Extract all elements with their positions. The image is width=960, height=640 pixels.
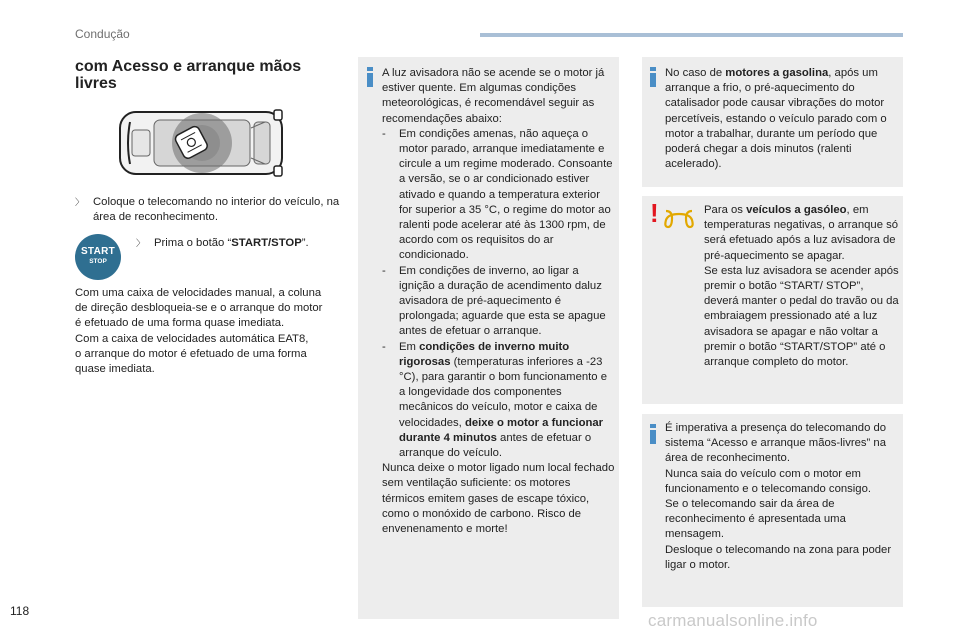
bullet-marker-icon: 〉	[136, 238, 146, 248]
bullet-marker-icon: 〉	[75, 197, 85, 207]
instruction-bullet-2: 〉 Prima o botão “START/STOP”.	[136, 237, 309, 249]
warning-box-diesel-text: Para os veículos a gasóleo, em temperaturas negativas, o arranque só será efetuado após a luz avisadora de pré-aquecimento se apagar. Se esta luz avisadora se acender após premir o botão “START/ STOP”, deverá manter o pedal do travão ou da embraiagem pressionado até a luz avisadora se apagar e não voltar a premir o botão “START/STOP” até o arranque completo do motor.	[704, 204, 899, 369]
header-rule	[480, 33, 903, 37]
glow-plug-preheating-icon	[664, 208, 694, 230]
info-box-petrol-text: No caso de motores a gasolina, após um arranque a frio, o pré-aquecimento do catalisador pode causar vibrações do motor percetíveis, estando o veículo parado com o motor a trabalhar, durante um período que poderá chegar a dois minutos (ralenti acelerado).	[665, 67, 887, 171]
list-item: - Em condições de inverno, ao ligar a ignição a duração de acendimento daluz avisadora de pré-aquecimento é prolongada; aguarde que esta se apague antes de efetuar o arranque.	[382, 264, 616, 340]
info-icon	[367, 67, 373, 87]
list-item: - Em condições de inverno muito rigorosas (temperaturas inferiores a -23 °C), para garantir o bom funcionamento e a longevidade dos componentes mecânicos do veículo, motor e caixa de velocidades, deixe o motor a funcionar durante 4 minutos antes de efetuar o arranque do veículo.	[382, 340, 616, 462]
header-section-label: Condução	[75, 27, 130, 41]
car-top-view-illustration	[118, 108, 290, 178]
page-number: 118	[10, 604, 30, 618]
warning-exclamation-icon: !	[650, 198, 659, 228]
info-icon	[650, 67, 656, 87]
manual-auto-gearbox-paragraph: Com uma caixa de velocidades manual, a coluna de direção desbloqueia-se e o arranque do motor é efetuado de uma forma quase imediata. Com a caixa de velocidades automática EAT8, o arranque do motor é efetuado de uma forma quase imediata.	[75, 287, 323, 376]
list-item: - Em condições amenas, não aqueça o motor parado, arranque imediatamente e circule a um regime moderado. Consoante a versão, se o ar condicionado estiver ativado e quando a temperatura exterior for superior a 35 °C, o regime do motor ao ralenti pode acelerar até às 1300 rpm, de acordo com os requisitos do ar condicionado.	[382, 127, 616, 264]
info-box-remote-text: É imperativa a presença do telecomando do sistema “Acesso e arranque mãos-livres” na área de reconhecimento. Nunca saia do veículo com o motor em funcionamento e o telecomando consigo. Se o telecomando sair da área de reconhecimento é apresentada uma mensagem. Desloque o telecomando na zona para poder ligar o motor.	[665, 422, 892, 571]
section-title: com Acesso e arranque mãos livres	[75, 58, 302, 92]
instruction-bullet-1: 〉 Coloque o telecomando no interior do veículo, na área de reconhecimento.	[75, 196, 340, 223]
info-box-preheating-text: A luz avisadora não se acende se o motor já estiver quente. Em algumas condições meteorológicas, é recomendável seguir as recomendações abaixo: - Em condições amenas, não aqueça o motor parado, arranque imediatamente e circule a um regime moderado. Consoante a versão, se o ar condicionado estiver ativado e quando a temperatura exterior for superior a 35 °C, o regime do motor ao ralenti pode acelerar até às 1300 rpm, de acordo com os requisitos do ar condicionado. - Em condições de inverno, ao ligar a ignição a duração de acendimento daluz avisadora de pré-aquecimento é prolongada; aguarde que esta se apague antes de efetuar o arranque. - Em condições de inverno muito rigorosas (temperaturas inferiores a -23 °C), para garantir o bom funcionamento e a longevidade dos componentes mecânicos do veículo, motor e caixa de velocidades, deixe o motor a funcionar durante 4 minutos antes de efetuar o arranque do veículo. Nunca deixe o motor ligado num local fechado sem ventilação suficiente: os motores térmicos emitem gases de escape tóxico, como o monóxido de carbono. Risco de envenenamento e morte!	[382, 66, 616, 537]
info-icon	[650, 424, 656, 444]
recommendations-list	[382, 127, 616, 461]
watermark: carmanualsonline.info	[648, 611, 818, 630]
start-stop-button-icon: START STOP	[75, 234, 121, 280]
